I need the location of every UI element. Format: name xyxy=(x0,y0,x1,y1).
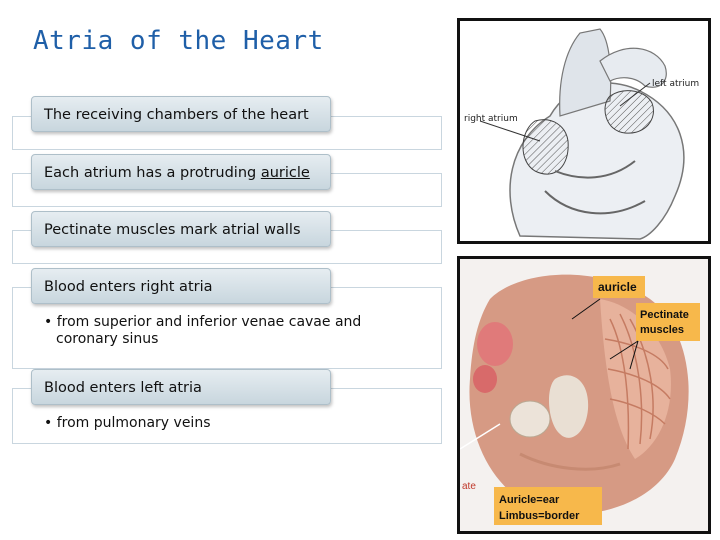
bullet-pill xyxy=(31,369,331,405)
right-atrium-label: right atrium xyxy=(464,114,518,124)
sub-bullet xyxy=(44,314,361,348)
cropped-label-fragment: ate xyxy=(462,481,476,492)
page-title: Atria of the Heart xyxy=(33,26,324,56)
heart-diagram-figure xyxy=(457,18,711,244)
pectinate-label-line1: Pectinate xyxy=(640,309,689,321)
pectinate-label-line2: muscles xyxy=(640,324,685,336)
note-limbus-border: Limbus=border xyxy=(499,510,580,522)
bullet-pill xyxy=(31,154,331,190)
bullet-text: Blood enters right atria xyxy=(44,279,213,295)
bullet-text: Each atrium has a protruding xyxy=(44,165,261,181)
auricle-term: auricle xyxy=(260,165,310,181)
heart-diagram xyxy=(460,21,708,241)
sub-bullet-line: • from superior and inferior venae cavae and xyxy=(44,314,362,330)
left-atrium-label: left atrium xyxy=(652,79,700,89)
sub-bullet xyxy=(44,415,211,432)
heart-photo xyxy=(460,259,708,531)
bullet-text: Blood enters left atria xyxy=(44,380,202,396)
bullet-text: Pectinate muscles mark atrial walls xyxy=(44,222,301,238)
sub-bullet-line: coronary sinus xyxy=(56,331,159,347)
bullet-pill xyxy=(31,268,331,304)
sub-bullet-line: • from pulmonary veins xyxy=(44,415,211,431)
heart-photo-figure xyxy=(457,256,711,534)
bullet-text: The receiving chambers of the heart xyxy=(44,107,309,123)
auricle-label: auricle xyxy=(598,280,637,294)
note-auricle-ear: Auricle=ear xyxy=(499,494,560,506)
bullet-pill xyxy=(31,96,331,132)
bullet-pill xyxy=(31,211,331,247)
